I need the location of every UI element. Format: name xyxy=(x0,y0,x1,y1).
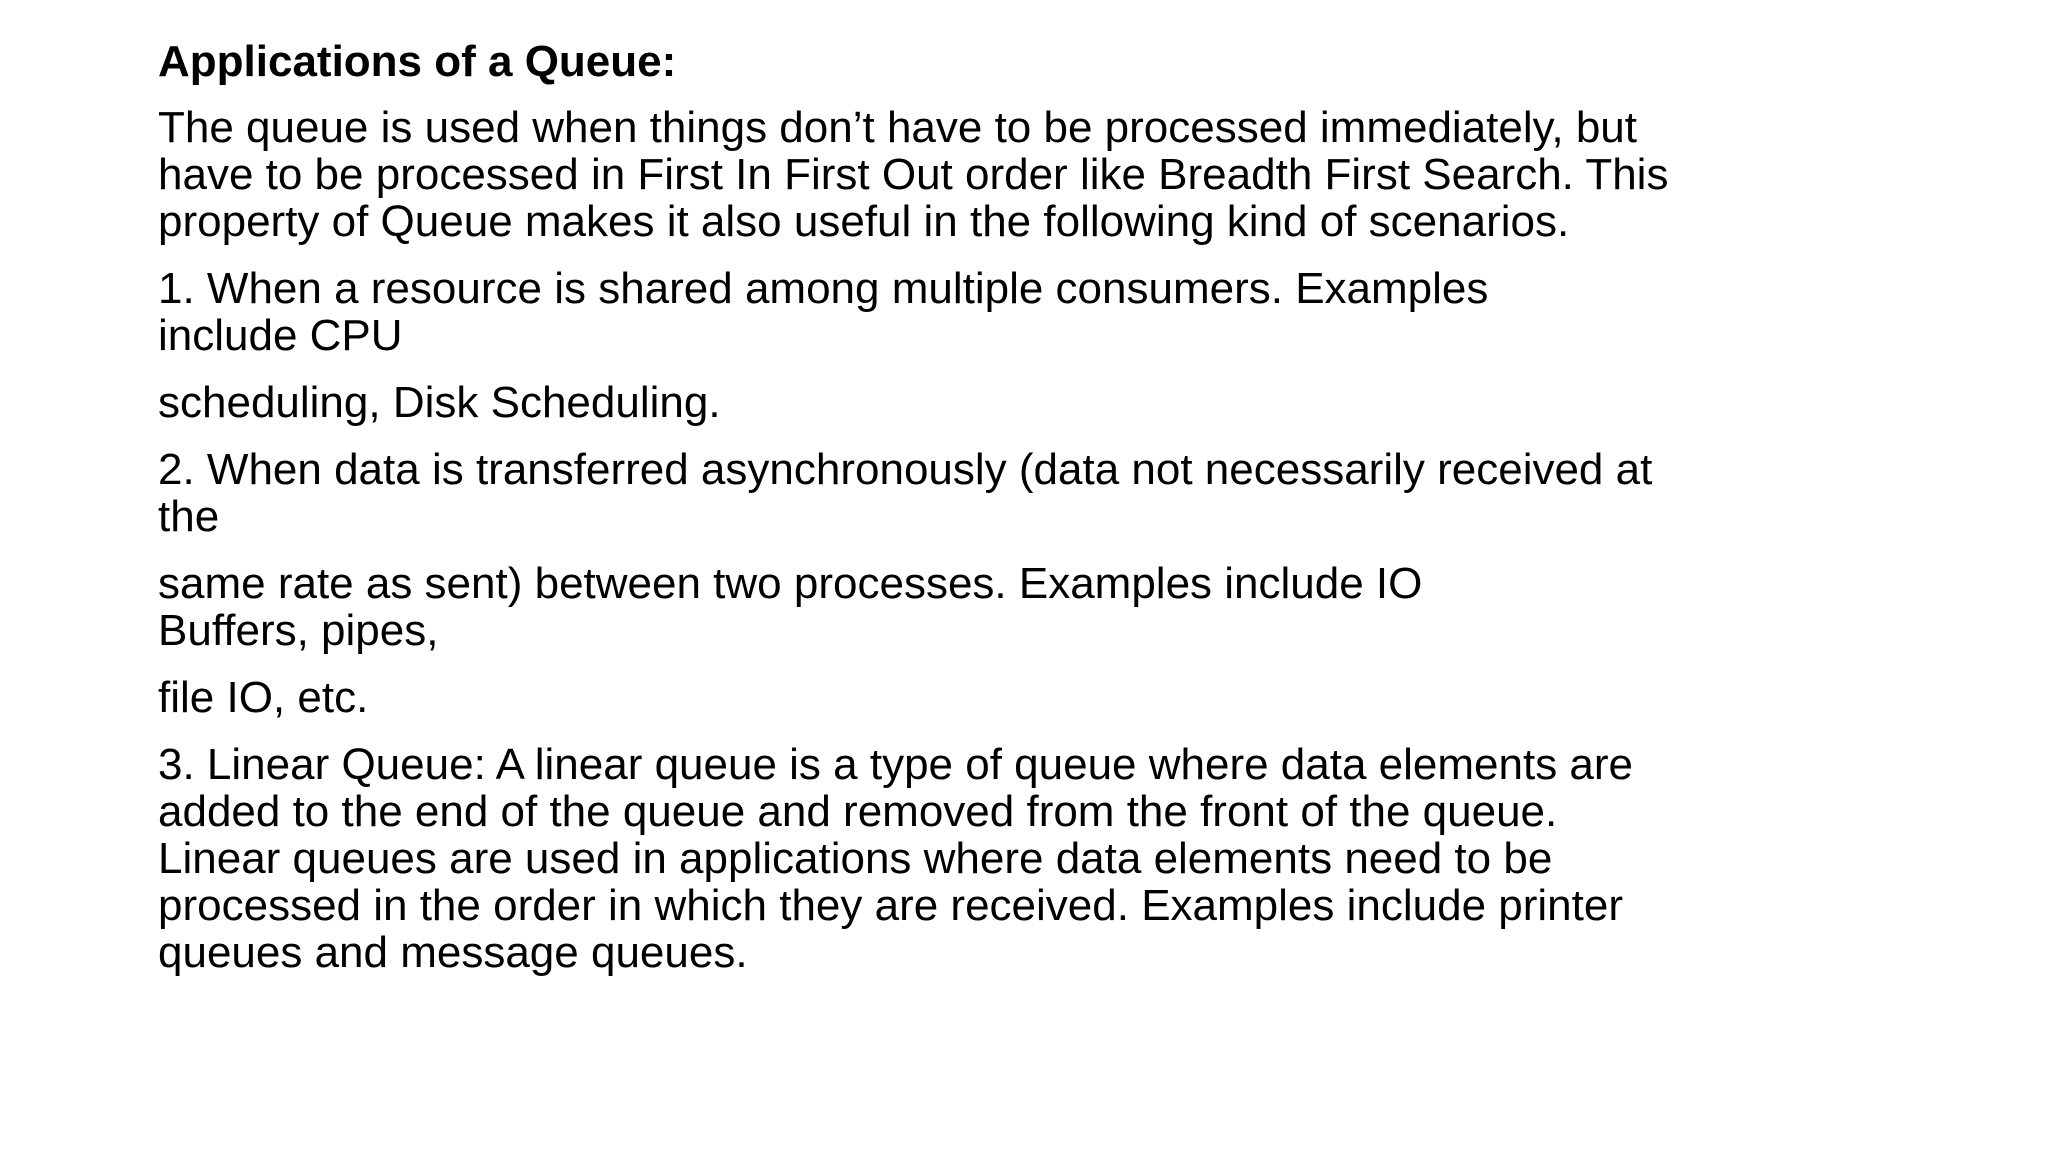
text-line: 1. When a resource is shared among multiple consumers. Examples xyxy=(158,264,1489,313)
paragraph-item-2 xyxy=(158,446,1918,540)
text-line: property of Queue makes it also useful in the following kind of scenarios. xyxy=(158,197,1570,246)
text-line: The queue is used when things don’t have to be processed immediately, but xyxy=(158,103,1637,152)
text-line: same rate as sent) between two processes. Examples include IO xyxy=(158,559,1423,608)
text-line: Buffers, pipes, xyxy=(158,606,439,655)
paragraph-intro xyxy=(158,104,1918,245)
text-line: 3. Linear Queue: A linear queue is a type of queue where data elements are xyxy=(158,740,1634,789)
slide-content xyxy=(158,34,1918,996)
paragraph-item-1 xyxy=(158,265,1918,359)
text-line: processed in the order in which they are received. Examples include printer xyxy=(158,881,1623,930)
text-line: scheduling, Disk Scheduling. xyxy=(158,378,721,427)
paragraph-item-3 xyxy=(158,741,1918,976)
paragraph-item-2-end xyxy=(158,674,1918,721)
text-line: added to the end of the queue and removed from the front of the queue. xyxy=(158,787,1558,836)
text-line: queues and message queues. xyxy=(158,928,748,977)
text-line: file IO, etc. xyxy=(158,673,369,722)
text-line: the xyxy=(158,492,220,541)
text-line: 2. When data is transferred asynchronously (data not necessarily received at xyxy=(158,445,1653,494)
paragraph-item-2-continued xyxy=(158,560,1918,654)
slide-title: Applications of a Queue: xyxy=(158,37,677,86)
text-line: have to be processed in First In First Out order like Breadth First Search. This xyxy=(158,150,1669,199)
paragraph-item-1-continued xyxy=(158,379,1918,426)
text-line: include CPU xyxy=(158,311,403,360)
text-line: Linear queues are used in applications where data elements need to be xyxy=(158,834,1553,883)
